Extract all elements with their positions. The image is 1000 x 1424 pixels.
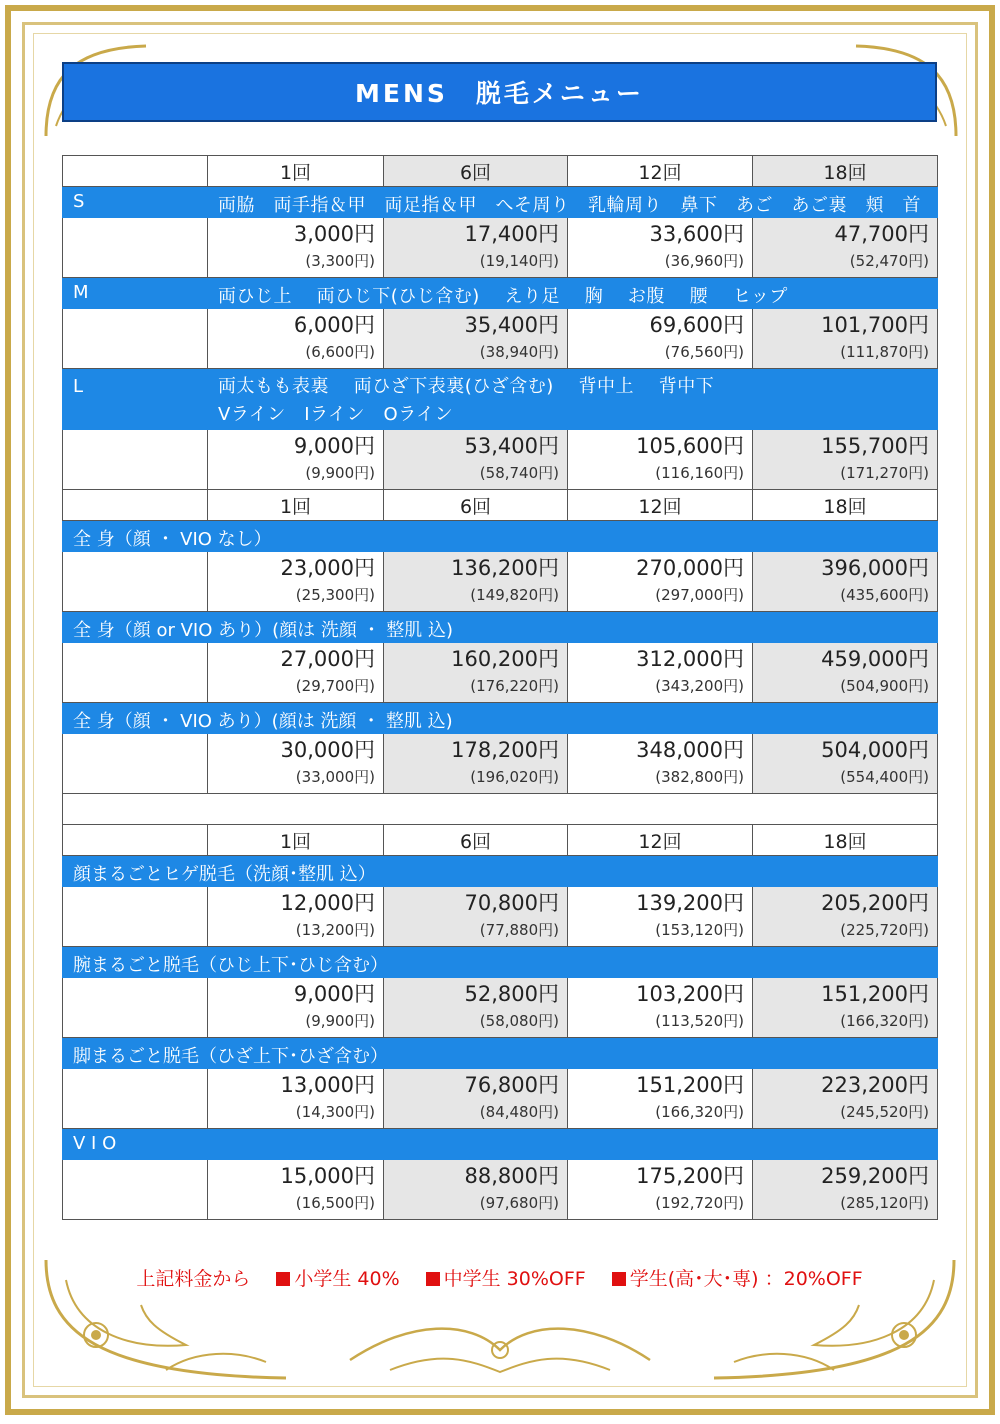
price-cell xyxy=(568,887,753,947)
price-cell xyxy=(384,978,568,1038)
price: 30,000円 xyxy=(280,738,375,762)
header-blank xyxy=(63,156,208,187)
price-cell xyxy=(753,309,938,369)
price-with-tax: (504,900円) xyxy=(840,677,929,695)
category-label: M xyxy=(63,278,208,309)
price: 53,400円 xyxy=(464,434,559,458)
price-with-tax: (554,400円) xyxy=(840,768,929,786)
price-cell xyxy=(384,309,568,369)
category-row-full-body-face-or-vio xyxy=(63,612,938,643)
price-cell xyxy=(208,887,384,947)
price-cell xyxy=(384,430,568,490)
price: 12,000円 xyxy=(280,891,375,915)
bullet-square-icon xyxy=(612,1272,626,1286)
price-cell xyxy=(753,643,938,703)
price: 175,200円 xyxy=(636,1164,744,1188)
price-row-m xyxy=(63,309,938,369)
price-with-tax: (111,870円) xyxy=(840,343,929,361)
price-cell xyxy=(208,218,384,278)
category-areas-line1: 両太もも表裏 両ひざ下表裏(ひざ含む) 背中上 背中下 xyxy=(218,376,715,397)
menu-title: MENS 脱毛メニュー xyxy=(355,79,644,108)
category-label: 全 身（顔 ・ VIO なし） xyxy=(63,521,938,552)
price-with-tax: (343,200円) xyxy=(655,677,744,695)
session-header-row xyxy=(63,825,938,856)
header-6-sessions: 6回 xyxy=(384,156,568,187)
price-with-tax: (166,320円) xyxy=(840,1012,929,1030)
category-row-s xyxy=(63,187,938,218)
price-row-s xyxy=(63,218,938,278)
price: 70,800円 xyxy=(464,891,559,915)
spacer-row xyxy=(63,794,938,825)
price: 348,000円 xyxy=(636,738,744,762)
discount-junior-high: 中学生 30%OFF xyxy=(426,1264,586,1291)
price-with-tax: (76,560円) xyxy=(664,343,744,361)
header-1-session: 1回 xyxy=(208,490,384,521)
price-cell xyxy=(753,430,938,490)
price-with-tax: (16,500円) xyxy=(295,1194,375,1212)
price-cell xyxy=(208,1069,384,1129)
price-with-tax: (382,800円) xyxy=(655,768,744,786)
category-row-vio xyxy=(63,1129,938,1160)
header-12-sessions: 12回 xyxy=(568,825,753,856)
price-cell xyxy=(208,978,384,1038)
bullet-square-icon xyxy=(276,1272,290,1286)
price: 17,400円 xyxy=(464,222,559,246)
price-with-tax: (29,700円) xyxy=(295,677,375,695)
price-cell xyxy=(753,978,938,1038)
price-with-tax: (297,000円) xyxy=(655,586,744,604)
price-table xyxy=(62,155,938,1220)
bullet-square-icon xyxy=(426,1272,440,1286)
price-with-tax: (166,320円) xyxy=(655,1103,744,1121)
price: 312,000円 xyxy=(636,647,744,671)
price-cell xyxy=(384,1069,568,1129)
price-with-tax: (171,270円) xyxy=(840,464,929,482)
menu-title-bar xyxy=(62,62,937,122)
category-areas: 両脇 両手指＆甲 両足指＆甲 へそ周り 乳輪周り 鼻下 あご あご裏 頬 首 xyxy=(208,187,938,218)
price-with-tax: (9,900円) xyxy=(305,1012,375,1030)
price: 27,000円 xyxy=(280,647,375,671)
price-cell xyxy=(384,643,568,703)
price-cell xyxy=(753,552,938,612)
price: 136,200円 xyxy=(451,556,559,580)
header-18-sessions: 18回 xyxy=(753,825,938,856)
price-row-legs xyxy=(63,1069,938,1129)
price-cell xyxy=(568,1069,753,1129)
price-with-tax: (19,140円) xyxy=(479,252,559,270)
price-with-tax: (77,880円) xyxy=(479,921,559,939)
price-cell xyxy=(568,309,753,369)
price: 35,400円 xyxy=(464,313,559,337)
price-cell xyxy=(208,552,384,612)
price: 52,800円 xyxy=(464,982,559,1006)
price-row-full-body-face-or-vio xyxy=(63,643,938,703)
header-18-sessions: 18回 xyxy=(753,490,938,521)
price-row-face-beard xyxy=(63,887,938,947)
price: 259,200円 xyxy=(821,1164,929,1188)
price: 504,000円 xyxy=(821,738,929,762)
price-with-tax: (52,470円) xyxy=(849,252,929,270)
price-cell xyxy=(753,734,938,794)
price-cell xyxy=(208,309,384,369)
price: 69,600円 xyxy=(649,313,744,337)
price-row-vio xyxy=(63,1160,938,1220)
category-areas xyxy=(208,369,938,430)
header-1-session: 1回 xyxy=(208,825,384,856)
price-with-tax: (25,300円) xyxy=(295,586,375,604)
session-header-row xyxy=(63,156,938,187)
price: 155,700円 xyxy=(821,434,929,458)
price-cell xyxy=(208,643,384,703)
category-label: 全 身（顔 or VIO あり）(顔は 洗顔 ・ 整肌 込) xyxy=(63,612,938,643)
header-6-sessions: 6回 xyxy=(384,490,568,521)
price: 151,200円 xyxy=(821,982,929,1006)
price-with-tax: (285,120円) xyxy=(840,1194,929,1212)
price-with-tax: (245,520円) xyxy=(840,1103,929,1121)
category-label: 脚まるごと脱毛（ひざ上下･ひざ含む） xyxy=(63,1038,938,1069)
price-with-tax: (9,900円) xyxy=(305,464,375,482)
price-cell xyxy=(753,1160,938,1220)
price-cell xyxy=(753,1069,938,1129)
price-cell xyxy=(568,1160,753,1220)
discount-student: 学生(高･大･専) ：20%OFF xyxy=(612,1264,863,1291)
price: 151,200円 xyxy=(636,1073,744,1097)
price: 47,700円 xyxy=(834,222,929,246)
price-row-full-body-face-and-vio xyxy=(63,734,938,794)
price-with-tax: (116,160円) xyxy=(655,464,744,482)
category-row-m xyxy=(63,278,938,309)
category-row-face-beard xyxy=(63,856,938,887)
category-label: 腕まるごと脱毛（ひじ上下･ひじ含む） xyxy=(63,947,938,978)
price: 15,000円 xyxy=(280,1164,375,1188)
price: 13,000円 xyxy=(280,1073,375,1097)
category-row-l xyxy=(63,369,938,430)
bottom-center-ornament xyxy=(330,1300,670,1380)
price: 205,200円 xyxy=(821,891,929,915)
price-cell xyxy=(384,734,568,794)
price-with-tax: (6,600円) xyxy=(305,343,375,361)
price: 178,200円 xyxy=(451,738,559,762)
discount-elementary: 小学生 40% xyxy=(276,1264,399,1291)
price-cell xyxy=(384,1160,568,1220)
price-cell xyxy=(568,552,753,612)
category-label: V I O xyxy=(63,1129,938,1160)
price-with-tax: (192,720円) xyxy=(655,1194,744,1212)
price: 396,000円 xyxy=(821,556,929,580)
price-cell xyxy=(753,218,938,278)
price-cell xyxy=(568,734,753,794)
price: 139,200円 xyxy=(636,891,744,915)
price-cell xyxy=(208,1160,384,1220)
category-label: 顔まるごとヒゲ脱毛（洗顔･整肌 込） xyxy=(63,856,938,887)
price: 33,600円 xyxy=(649,222,744,246)
price-cell xyxy=(568,643,753,703)
price-cell xyxy=(208,430,384,490)
price-row-arms xyxy=(63,978,938,1038)
price: 76,800円 xyxy=(464,1073,559,1097)
header-1-session: 1回 xyxy=(208,156,384,187)
category-row-arms xyxy=(63,947,938,978)
price: 101,700円 xyxy=(821,313,929,337)
price: 23,000円 xyxy=(280,556,375,580)
header-18-sessions: 18回 xyxy=(753,156,938,187)
price: 9,000円 xyxy=(293,982,375,1006)
session-header-row xyxy=(63,490,938,521)
price-with-tax: (58,740円) xyxy=(479,464,559,482)
category-areas-line2: Vライン Iライン Oライン xyxy=(218,404,454,425)
category-label: 全 身（顔 ・ VIO あり）(顔は 洗顔 ・ 整肌 込) xyxy=(63,703,938,734)
category-row-full-body-no-face-vio xyxy=(63,521,938,552)
price-with-tax: (153,120円) xyxy=(655,921,744,939)
category-areas: 両ひじ上 両ひじ下(ひじ含む) えり足 胸 お腹 腰 ヒップ xyxy=(208,278,938,309)
price-row-l xyxy=(63,430,938,490)
price-cell xyxy=(568,218,753,278)
price-with-tax: (225,720円) xyxy=(840,921,929,939)
price-with-tax: (58,080円) xyxy=(479,1012,559,1030)
price-with-tax: (33,000円) xyxy=(295,768,375,786)
price-with-tax: (14,300円) xyxy=(295,1103,375,1121)
price-cell xyxy=(384,887,568,947)
price-with-tax: (13,200円) xyxy=(295,921,375,939)
header-6-sessions: 6回 xyxy=(384,825,568,856)
price: 88,800円 xyxy=(464,1164,559,1188)
price-with-tax: (3,300円) xyxy=(305,252,375,270)
price-with-tax: (97,680円) xyxy=(479,1194,559,1212)
price: 103,200円 xyxy=(636,982,744,1006)
price: 270,000円 xyxy=(636,556,744,580)
price-row-full-body-no-face-vio xyxy=(63,552,938,612)
price: 160,200円 xyxy=(451,647,559,671)
price-with-tax: (435,600円) xyxy=(840,586,929,604)
category-label: L xyxy=(63,369,208,430)
header-12-sessions: 12回 xyxy=(568,490,753,521)
price-with-tax: (113,520円) xyxy=(655,1012,744,1030)
price-cell xyxy=(384,218,568,278)
category-label: S xyxy=(63,187,208,218)
price-cell xyxy=(753,887,938,947)
price-with-tax: (149,820円) xyxy=(470,586,559,604)
price: 223,200円 xyxy=(821,1073,929,1097)
discount-intro: 上記料金から xyxy=(136,1267,251,1290)
price-cell xyxy=(568,978,753,1038)
price: 3,000円 xyxy=(293,222,375,246)
price-cell xyxy=(384,552,568,612)
price-with-tax: (196,020円) xyxy=(470,768,559,786)
price: 459,000円 xyxy=(821,647,929,671)
price: 9,000円 xyxy=(293,434,375,458)
category-row-full-body-face-and-vio xyxy=(63,703,938,734)
price-with-tax: (38,940円) xyxy=(479,343,559,361)
header-12-sessions: 12回 xyxy=(568,156,753,187)
price-cell xyxy=(568,430,753,490)
price-with-tax: (36,960円) xyxy=(664,252,744,270)
price-with-tax: (84,480円) xyxy=(479,1103,559,1121)
price: 105,600円 xyxy=(636,434,744,458)
price: 6,000円 xyxy=(293,313,375,337)
discount-note xyxy=(62,1262,937,1292)
price-with-tax: (176,220円) xyxy=(470,677,559,695)
category-row-legs xyxy=(63,1038,938,1069)
price-cell xyxy=(208,734,384,794)
